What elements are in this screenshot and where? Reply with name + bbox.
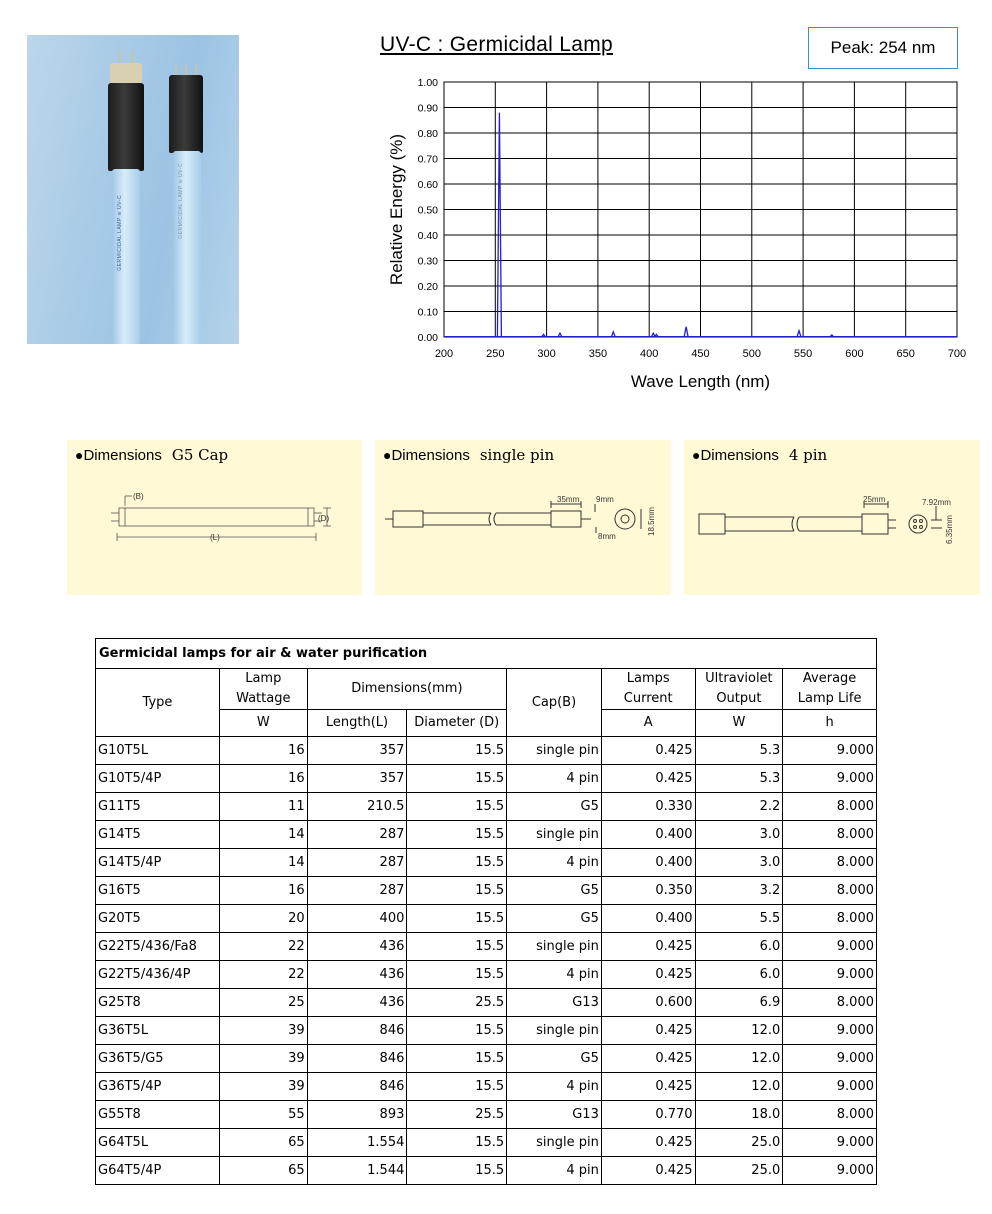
cell-lamp-life: 9.000: [783, 1073, 877, 1101]
table-row: [96, 933, 877, 961]
cell-wattage: 20: [219, 905, 307, 933]
cell-type: G14T5/4P: [96, 849, 220, 877]
bullet-icon: ●: [383, 447, 392, 463]
cell-type: G36T5L: [96, 1017, 220, 1045]
length-label: 25mm: [863, 495, 886, 504]
cell-type: G25T8: [96, 989, 220, 1017]
cell-cap: single pin: [507, 1017, 602, 1045]
table-row: [96, 765, 877, 793]
cell-current: 0.425: [601, 1157, 695, 1185]
cell-uv-output: 3.0: [695, 849, 783, 877]
y-tick-label: 0.60: [417, 179, 438, 191]
table-row: [96, 1073, 877, 1101]
four-pin-lamp-diagram: [684, 440, 980, 595]
cell-cap: 4 pin: [507, 765, 602, 793]
cell-wattage: 11: [219, 793, 307, 821]
spectrum-chart: [370, 70, 970, 400]
cell-wattage: 39: [219, 1073, 307, 1101]
cell-lamp-life: 9.000: [783, 1045, 877, 1073]
cell-uv-output: 5.3: [695, 765, 783, 793]
cell-diameter: 15.5: [407, 821, 507, 849]
cell-lamp-life: 9.000: [783, 1129, 877, 1157]
cell-uv-output: 3.0: [695, 821, 783, 849]
table-row: [96, 905, 877, 933]
cell-wattage: 14: [219, 849, 307, 877]
cell-cap: single pin: [507, 933, 602, 961]
cell-current: 0.425: [601, 765, 695, 793]
x-tick-label: 650: [896, 348, 915, 360]
cell-lamp-life: 8.000: [783, 821, 877, 849]
cell-length: 893: [307, 1101, 407, 1129]
bullet-icon: ●: [75, 447, 84, 463]
header-type: Type: [96, 669, 220, 737]
table-row: [96, 1045, 877, 1073]
cell-wattage: 55: [219, 1101, 307, 1129]
cell-diameter: 15.5: [407, 1073, 507, 1101]
cell-wattage: 65: [219, 1129, 307, 1157]
cell-current: 0.330: [601, 793, 695, 821]
cell-current: 0.425: [601, 961, 695, 989]
y-tick-label: 0.80: [417, 128, 438, 140]
cell-diameter: 15.5: [407, 1017, 507, 1045]
cell-length: 287: [307, 877, 407, 905]
cell-cap: 4 pin: [507, 849, 602, 877]
cell-lamp-life: 9.000: [783, 737, 877, 765]
cell-current: 0.770: [601, 1101, 695, 1129]
cell-length: 287: [307, 821, 407, 849]
cell-length: 357: [307, 765, 407, 793]
cell-type: G16T5: [96, 877, 220, 905]
y-tick-label: 0.00: [417, 332, 438, 344]
cell-uv-output: 12.0: [695, 1045, 783, 1073]
cell-length: 210.5: [307, 793, 407, 821]
table-caption: Germicidal lamps for air & water purification: [96, 639, 877, 669]
cell-cap: 4 pin: [507, 961, 602, 989]
cell-wattage: 14: [219, 821, 307, 849]
cell-uv-output: 6.9: [695, 989, 783, 1017]
cell-length: 436: [307, 989, 407, 1017]
cell-uv-output: 12.0: [695, 1017, 783, 1045]
cell-diameter: 15.5: [407, 933, 507, 961]
cell-uv-output: 5.3: [695, 737, 783, 765]
cell-cap: G5: [507, 1045, 602, 1073]
cell-type: G55T8: [96, 1101, 220, 1129]
y-tick-label: 0.20: [417, 281, 438, 293]
cell-diameter: 15.5: [407, 1129, 507, 1157]
cell-diameter: 15.5: [407, 793, 507, 821]
cell-current: 0.425: [601, 933, 695, 961]
chart-title: UV-C : Germicidal Lamp: [380, 33, 613, 56]
cell-wattage: 16: [219, 877, 307, 905]
cell-current: 0.425: [601, 1073, 695, 1101]
cell-length: 846: [307, 1017, 407, 1045]
y-tick-label: 0.40: [417, 230, 438, 242]
cell-current: 0.425: [601, 1017, 695, 1045]
cell-current: 0.425: [601, 737, 695, 765]
table-row: [96, 1101, 877, 1129]
peak-label: Peak: 254 nm: [808, 27, 958, 69]
cell-lamp-life: 8.000: [783, 989, 877, 1017]
x-tick-label: 450: [691, 348, 710, 360]
cell-length: 400: [307, 905, 407, 933]
cell-type: G11T5: [96, 793, 220, 821]
unit-current: A: [601, 710, 695, 737]
cell-cap: single pin: [507, 737, 602, 765]
cell-lamp-life: 9.000: [783, 1017, 877, 1045]
y-axis-label: Relative Energy (%): [387, 133, 406, 286]
cell-uv-output: 25.0: [695, 1129, 783, 1157]
cell-current: 0.400: [601, 905, 695, 933]
cell-cap: G5: [507, 793, 602, 821]
cell-uv-output: 6.0: [695, 961, 783, 989]
cell-lamp-life: 8.000: [783, 905, 877, 933]
cell-diameter: 15.5: [407, 905, 507, 933]
unit-uv: W: [695, 710, 783, 737]
cell-uv-output: 3.2: [695, 877, 783, 905]
cell-length: 846: [307, 1073, 407, 1101]
cell-diameter: 15.5: [407, 1157, 507, 1185]
table-row: [96, 1017, 877, 1045]
cell-lamp-life: 9.000: [783, 765, 877, 793]
x-tick-label: 700: [947, 348, 967, 360]
header-dimensions: Dimensions(mm): [307, 669, 507, 710]
cell-cap: G5: [507, 905, 602, 933]
cell-uv-output: 6.0: [695, 933, 783, 961]
cell-type: G64T5L: [96, 1129, 220, 1157]
single-pin-lamp-diagram: [375, 440, 671, 595]
table-row: [96, 821, 877, 849]
cell-diameter: 25.5: [407, 989, 507, 1017]
unit-life: h: [783, 710, 877, 737]
table-row: [96, 989, 877, 1017]
cell-type: G22T5/436/Fa8: [96, 933, 220, 961]
x-tick-label: 300: [537, 348, 556, 360]
diameter-label: 18.5mm: [647, 507, 656, 536]
cell-cap: single pin: [507, 1129, 602, 1157]
unit-wattage: W: [219, 710, 307, 737]
cell-lamp-life: 9.000: [783, 961, 877, 989]
table-row: [96, 1129, 877, 1157]
x-tick-label: 500: [742, 348, 761, 360]
cell-diameter: 15.5: [407, 877, 507, 905]
cell-cap: 4 pin: [507, 1157, 602, 1185]
x-tick-label: 600: [845, 348, 864, 360]
table-body: [96, 737, 877, 1185]
l-label: (L): [210, 533, 220, 542]
table-row: [96, 1157, 877, 1185]
cell-wattage: 22: [219, 933, 307, 961]
x-tick-label: 250: [486, 348, 505, 360]
y-tick-label: 0.70: [417, 153, 438, 166]
cell-length: 357: [307, 737, 407, 765]
dimension-panel-g5: [67, 440, 362, 595]
cell-current: 0.400: [601, 821, 695, 849]
cell-type: G14T5: [96, 821, 220, 849]
table-row: [96, 961, 877, 989]
cell-length: 436: [307, 933, 407, 961]
cell-diameter: 15.5: [407, 737, 507, 765]
cell-length: 1.544: [307, 1157, 407, 1185]
lamp-spec-table: [95, 638, 877, 1185]
cell-wattage: 16: [219, 765, 307, 793]
cell-cap: G13: [507, 989, 602, 1017]
pin-spacing-label: 7.92mm: [922, 498, 951, 507]
pin-diameter-label: 6.35mm: [945, 515, 954, 544]
cell-diameter: 15.5: [407, 849, 507, 877]
cell-wattage: 39: [219, 1017, 307, 1045]
pin-width-label: 8mm: [598, 532, 616, 541]
cell-lamp-life: 9.000: [783, 1157, 877, 1185]
product-photo: GERMICIDAL LAMP ≋ UV-C GERMICIDAL LAMP ≋ UV-C: [27, 35, 239, 344]
cell-cap: G13: [507, 1101, 602, 1129]
x-tick-label: 350: [588, 348, 608, 360]
cell-current: 0.400: [601, 849, 695, 877]
cell-lamp-life: 9.000: [783, 933, 877, 961]
cell-type: G20T5: [96, 905, 220, 933]
cell-cap: single pin: [507, 821, 602, 849]
table-row: [96, 877, 877, 905]
y-tick-label: 0.50: [417, 204, 438, 217]
cell-wattage: 16: [219, 737, 307, 765]
header-lamp-life: Average Lamp Life: [783, 669, 877, 710]
cell-type: G22T5/436/4P: [96, 961, 220, 989]
cell-diameter: 15.5: [407, 765, 507, 793]
x-axis-label: Wave Length (nm): [630, 372, 771, 391]
cell-uv-output: 2.2: [695, 793, 783, 821]
cell-uv-output: 12.0: [695, 1073, 783, 1101]
g5-lamp-diagram: [67, 440, 362, 595]
dimension-title: ●Dimensions single pin: [383, 446, 555, 464]
y-tick-label: 1.00: [417, 77, 438, 89]
cell-type: G64T5/4P: [96, 1157, 220, 1185]
cell-lamp-life: 8.000: [783, 849, 877, 877]
cell-current: 0.425: [601, 1129, 695, 1157]
cell-wattage: 65: [219, 1157, 307, 1185]
unit-diameter: Diameter (D): [407, 710, 507, 737]
cell-cap: 4 pin: [507, 1073, 602, 1101]
y-tick-label: 0.90: [417, 102, 438, 115]
dimension-panel-4-pin: [684, 440, 980, 595]
cell-lamp-life: 8.000: [783, 793, 877, 821]
cell-length: 436: [307, 961, 407, 989]
cell-current: 0.425: [601, 1045, 695, 1073]
cell-wattage: 25: [219, 989, 307, 1017]
x-tick-label: 400: [640, 348, 659, 360]
pin-length-label: 9mm: [596, 495, 614, 504]
cell-uv-output: 25.0: [695, 1157, 783, 1185]
length-label: 35mm: [557, 495, 580, 504]
table-row: [96, 737, 877, 765]
d-label: (D): [318, 514, 330, 523]
table-row: [96, 793, 877, 821]
cell-lamp-life: 8.000: [783, 877, 877, 905]
b-label: (B): [133, 492, 144, 501]
header-cap: Cap(B): [507, 669, 602, 737]
dimension-panel-single-pin: [375, 440, 671, 595]
header-wattage: Lamp Wattage: [219, 669, 307, 710]
table-row: [96, 849, 877, 877]
cell-diameter: 25.5: [407, 1101, 507, 1129]
cell-type: G10T5/4P: [96, 765, 220, 793]
cell-cap: G5: [507, 877, 602, 905]
cell-diameter: 15.5: [407, 1045, 507, 1073]
cell-wattage: 39: [219, 1045, 307, 1073]
cell-uv-output: 18.0: [695, 1101, 783, 1129]
dimension-title: ●Dimensions G5 Cap: [75, 446, 229, 464]
cell-length: 846: [307, 1045, 407, 1073]
cell-lamp-life: 8.000: [783, 1101, 877, 1129]
cell-current: 0.350: [601, 877, 695, 905]
cell-type: G36T5/G5: [96, 1045, 220, 1073]
y-tick-label: 0.10: [417, 306, 438, 319]
cell-wattage: 22: [219, 961, 307, 989]
bullet-icon: ●: [692, 447, 701, 463]
cell-length: 1.554: [307, 1129, 407, 1157]
unit-length: Length(L): [307, 710, 407, 737]
y-tick-label: 0.30: [417, 255, 438, 268]
x-tick-label: 550: [793, 348, 813, 360]
header-uv-output: Ultraviolet Output: [695, 669, 783, 710]
cell-uv-output: 5.5: [695, 905, 783, 933]
cell-length: 287: [307, 849, 407, 877]
cell-type: G10T5L: [96, 737, 220, 765]
x-tick-label: 200: [434, 348, 454, 360]
cell-type: G36T5/4P: [96, 1073, 220, 1101]
cell-current: 0.600: [601, 989, 695, 1017]
dimension-title: ●Dimensions 4 pin: [692, 446, 828, 464]
cell-diameter: 15.5: [407, 961, 507, 989]
header-current: Lamps Current: [601, 669, 695, 710]
